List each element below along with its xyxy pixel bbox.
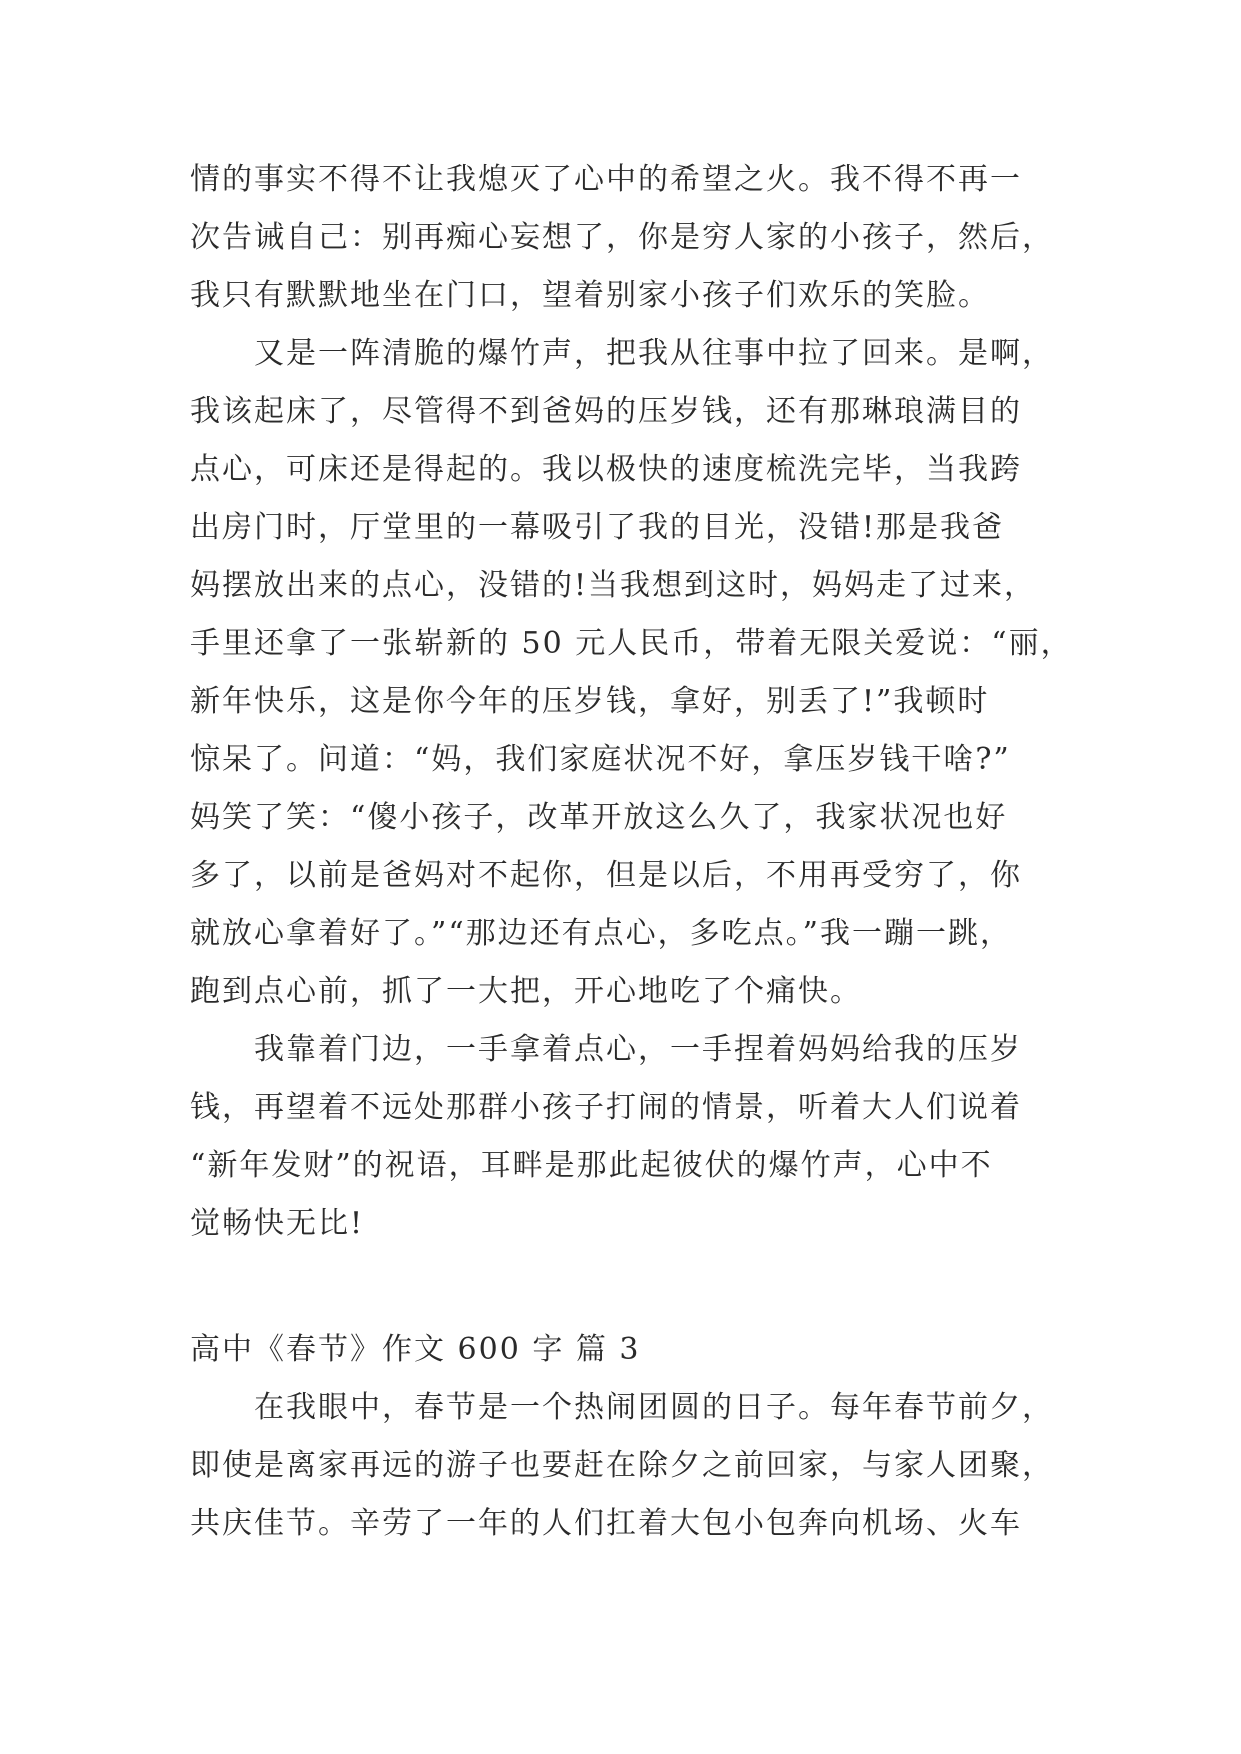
body-line: 新年快乐，这是你今年的压岁钱，拿好，别丢了!”我顿时 bbox=[190, 684, 990, 719]
body-line: 我该起床了，尽管得不到爸妈的压岁钱，还有那琳琅满目的 bbox=[190, 394, 1022, 429]
paragraph-start-line: 我靠着门边，一手拿着点心，一手捏着妈妈给我的压岁 bbox=[254, 1032, 1022, 1067]
body-line: 就放心拿着好了。”“那边还有点心，多吃点。”我一蹦一跳， bbox=[190, 916, 1013, 951]
section-3 bbox=[190, 1321, 1052, 1553]
body-line: 共庆佳节。辛劳了一年的人们扛着大包小包奔向机场、火车 bbox=[190, 1506, 1022, 1541]
body-line: 妈摆放出来的点心，没错的!当我想到这时，妈妈走了过来， bbox=[190, 568, 1037, 603]
body-line: “新年发财”的祝语，耳畔是那此起彼伏的爆竹声，心中不 bbox=[190, 1148, 993, 1183]
body-line: 跑到点心前，抓了一大把，开心地吃了个痛快。 bbox=[190, 974, 862, 1009]
essay-body-continued bbox=[190, 151, 1073, 1253]
section-heading: 高中《春节》作文 600 字 篇 3 bbox=[190, 1332, 641, 1367]
body-line: 情的事实不得不让我熄灭了心中的希望之火。我不得不再一 bbox=[190, 162, 1022, 197]
body-line: 觉畅快无比! bbox=[190, 1206, 365, 1241]
body-line: 手里还拿了一张崭新的 50 元人民币，带着无限关爱说：“丽， bbox=[190, 626, 1073, 661]
body-line: 妈笑了笑：“傻小孩子，改革开放这么久了，我家状况也好 bbox=[190, 800, 1008, 835]
body-line: 钱，再望着不远处那群小孩子打闹的情景，听着大人们说着 bbox=[190, 1090, 1022, 1125]
body-line: 多了，以前是爸妈对不起你，但是以后，不用再受穷了，你 bbox=[190, 858, 1022, 893]
body-line: 惊呆了。问道：“妈，我们家庭状况不好，拿压岁钱干啥?” bbox=[190, 742, 1011, 777]
body-line: 即使是离家再远的游子也要赶在除夕之前回家，与家人团聚， bbox=[190, 1448, 1054, 1483]
paragraph-start-line: 又是一阵清脆的爆竹声，把我从往事中拉了回来。是啊， bbox=[254, 336, 1054, 371]
body-line: 我只有默默地坐在门口，望着别家小孩子们欢乐的笑脸。 bbox=[190, 278, 990, 313]
body-line: 点心，可床还是得起的。我以极快的速度梳洗完毕，当我跨 bbox=[190, 452, 1022, 487]
body-line: 次告诫自己：别再痴心妄想了，你是穷人家的小孩子，然后， bbox=[190, 220, 1054, 255]
body-line: 出房门时，厅堂里的一幕吸引了我的目光，没错!那是我爸 bbox=[190, 510, 1005, 545]
paragraph-start-line: 在我眼中，春节是一个热闹团圆的日子。每年春节前夕， bbox=[254, 1390, 1054, 1425]
